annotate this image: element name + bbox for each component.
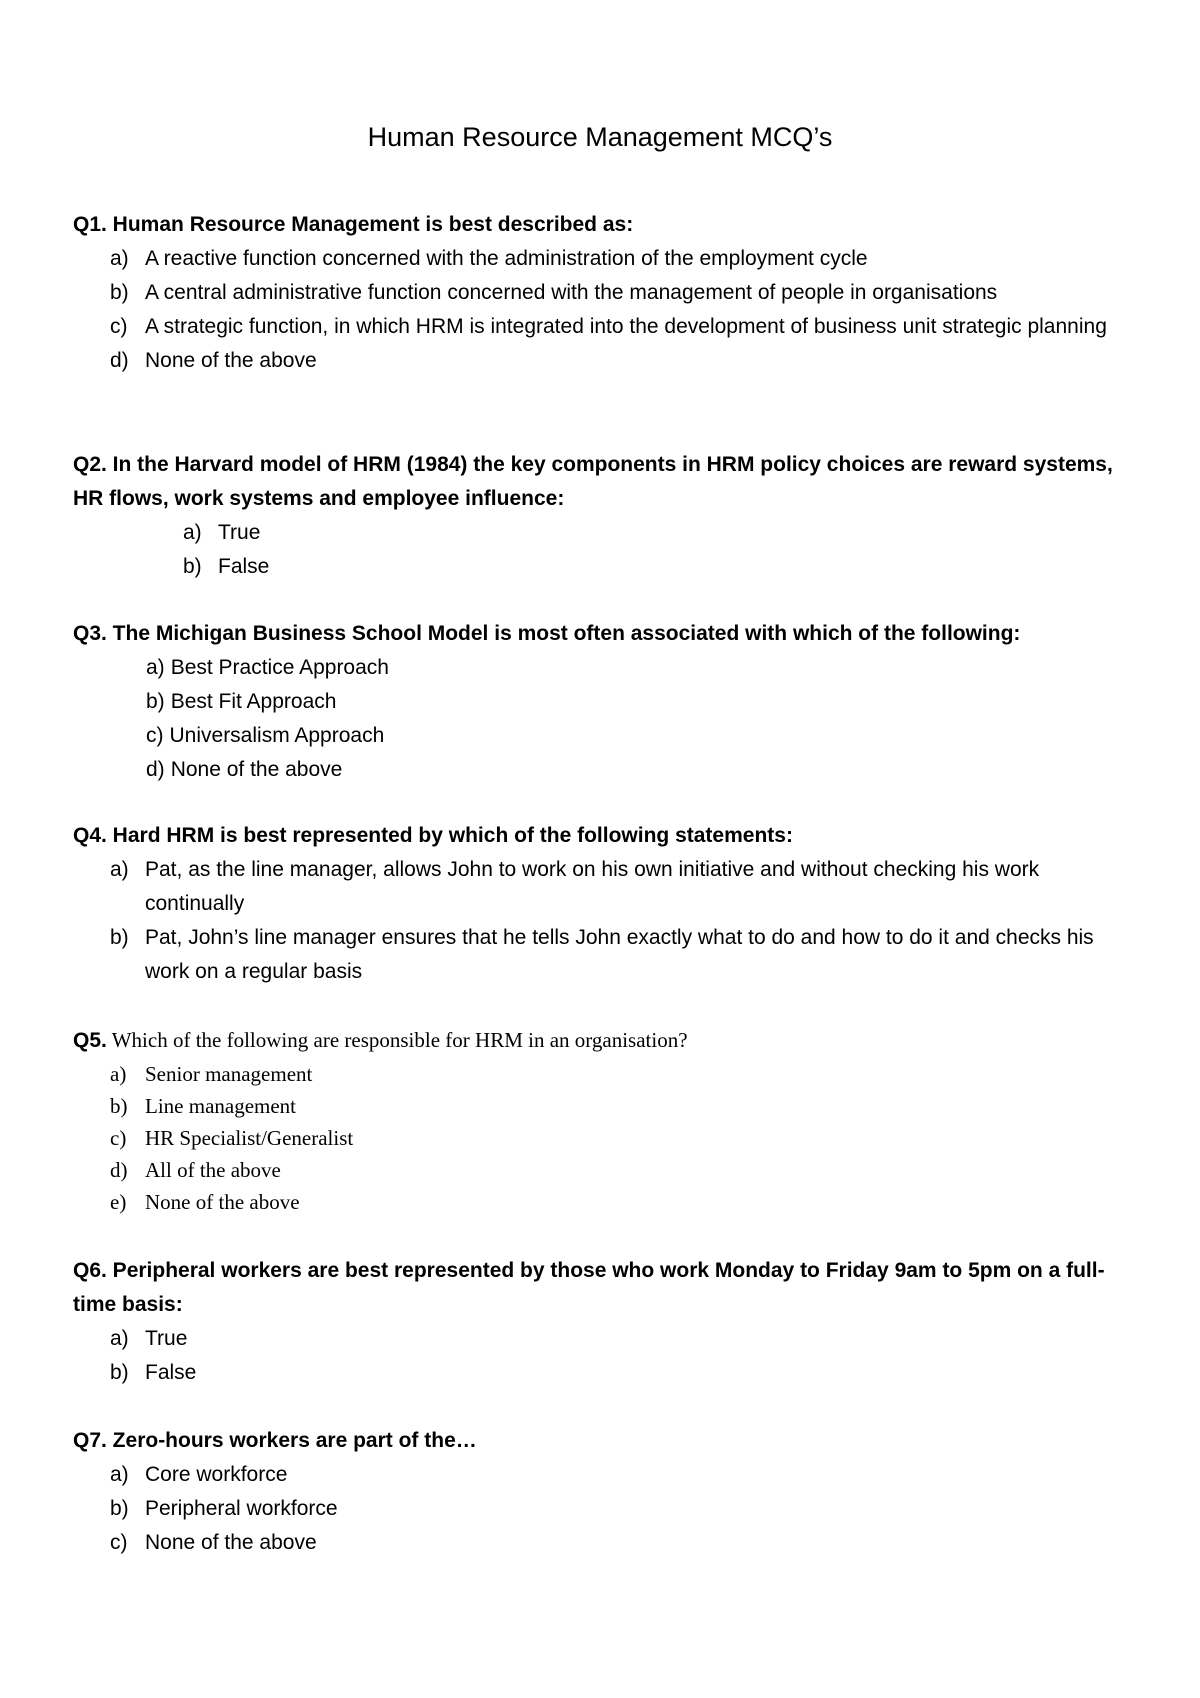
option-q2-a [183, 516, 783, 550]
option-q6-a [110, 1322, 910, 1356]
option-q7-c [110, 1526, 910, 1560]
option-mark: b) [183, 555, 202, 578]
option-text: Pat, as the line manager, allows John to work on his own initiative and without checking his work continually [145, 858, 1040, 915]
question-7: Q7. Zero-hours workers are part of the… [73, 1429, 477, 1452]
question-6-options [110, 1322, 910, 1390]
question-5-options [110, 1058, 1010, 1218]
question-5-number: Q5. [73, 1029, 107, 1052]
question-1: Q1. Human Resource Management is best described as: [73, 213, 634, 236]
option-text: True [218, 521, 261, 544]
option-text: All of the above [145, 1158, 281, 1182]
option-q3-a [146, 651, 946, 685]
option-q5-a [110, 1058, 1010, 1090]
option-q7-b [110, 1492, 910, 1526]
option-q5-b [110, 1090, 1010, 1122]
option-q4-a [110, 853, 1120, 921]
question-4: Q4. Hard HRM is best represented by which of the following statements: [73, 824, 793, 847]
option-q1-a [110, 242, 1120, 276]
option-text: HR Specialist/Generalist [145, 1126, 354, 1150]
option-mark: d) [110, 349, 129, 372]
option-text: A central administrative function concerned with the management of people in organisations [145, 281, 998, 304]
option-q5-d [110, 1154, 1010, 1186]
option-mark: d) [146, 758, 165, 781]
option-text: False [218, 555, 270, 578]
question-5-text: Which of the following are responsible for HRM in an organisation? [106, 1028, 688, 1052]
option-text: Core workforce [145, 1463, 288, 1486]
option-q6-b [110, 1356, 910, 1390]
option-mark: a) [110, 1062, 127, 1086]
question-4-options [110, 853, 1120, 989]
option-text: Pat, John’s line manager ensures that he tells John exactly what to do and how to do it and checks his work on a regular basis [145, 926, 1094, 983]
option-mark: c) [110, 315, 128, 338]
option-mark: a) [146, 656, 165, 679]
option-text: Universalism Approach [169, 724, 385, 747]
option-text: Best Practice Approach [170, 656, 389, 679]
option-mark: b) [110, 926, 129, 949]
option-q2-b [183, 550, 783, 584]
option-text: Senior management [145, 1062, 313, 1086]
option-mark: d) [110, 1158, 128, 1182]
option-q7-a [110, 1458, 910, 1492]
option-mark: c) [146, 724, 164, 747]
option-mark: a) [183, 521, 202, 544]
option-q5-c [110, 1122, 1010, 1154]
option-q3-b [146, 685, 946, 719]
option-mark: b) [110, 1361, 129, 1384]
option-q1-d [110, 344, 1120, 378]
option-mark: c) [110, 1531, 128, 1554]
option-q4-b [110, 921, 1120, 989]
option-text: True [145, 1327, 188, 1350]
option-mark: e) [110, 1190, 127, 1214]
option-mark: a) [110, 247, 129, 270]
question-2-options [183, 516, 783, 584]
option-mark: b) [110, 281, 129, 304]
option-text: A reactive function concerned with the administration of the employment cycle [145, 247, 868, 270]
option-text: False [145, 1361, 197, 1384]
question-5 [73, 1023, 1133, 1058]
option-q5-e [110, 1186, 1010, 1218]
option-mark: a) [110, 1327, 129, 1350]
option-q1-c [110, 310, 1120, 344]
option-text: None of the above [170, 758, 343, 781]
option-text: Best Fit Approach [170, 690, 337, 713]
question-7-options [110, 1458, 910, 1560]
option-mark: a) [110, 1463, 129, 1486]
option-mark: b) [146, 690, 165, 713]
option-mark: a) [110, 858, 129, 881]
option-q1-b [110, 276, 1120, 310]
question-3-options [146, 651, 946, 787]
option-text: Line management [145, 1094, 297, 1118]
option-mark: b) [110, 1497, 129, 1520]
option-q3-c [146, 719, 946, 753]
option-text: None of the above [145, 1190, 300, 1214]
option-mark: c) [110, 1126, 127, 1150]
option-text: Peripheral workforce [145, 1497, 338, 1520]
option-text: None of the above [145, 1531, 317, 1554]
option-mark: b) [110, 1094, 128, 1118]
question-6: Q6. Peripheral workers are best represented by those who work Monday to Friday 9am to 5pm on a full-time basis: [73, 1259, 1105, 1316]
option-text: A strategic function, in which HRM is integrated into the development of business unit strategic planning [145, 315, 1107, 338]
option-q3-d [146, 753, 946, 787]
page-title: Human Resource Management MCQ’s [367, 122, 833, 152]
question-3: Q3. The Michigan Business School Model is most often associated with which of the following: [73, 622, 1021, 645]
question-1-options [110, 242, 1120, 378]
option-text: None of the above [145, 349, 317, 372]
question-2: Q2. In the Harvard model of HRM (1984) the key components in HRM policy choices are reward systems, HR flows, work systems and employee influence: [73, 453, 1113, 510]
